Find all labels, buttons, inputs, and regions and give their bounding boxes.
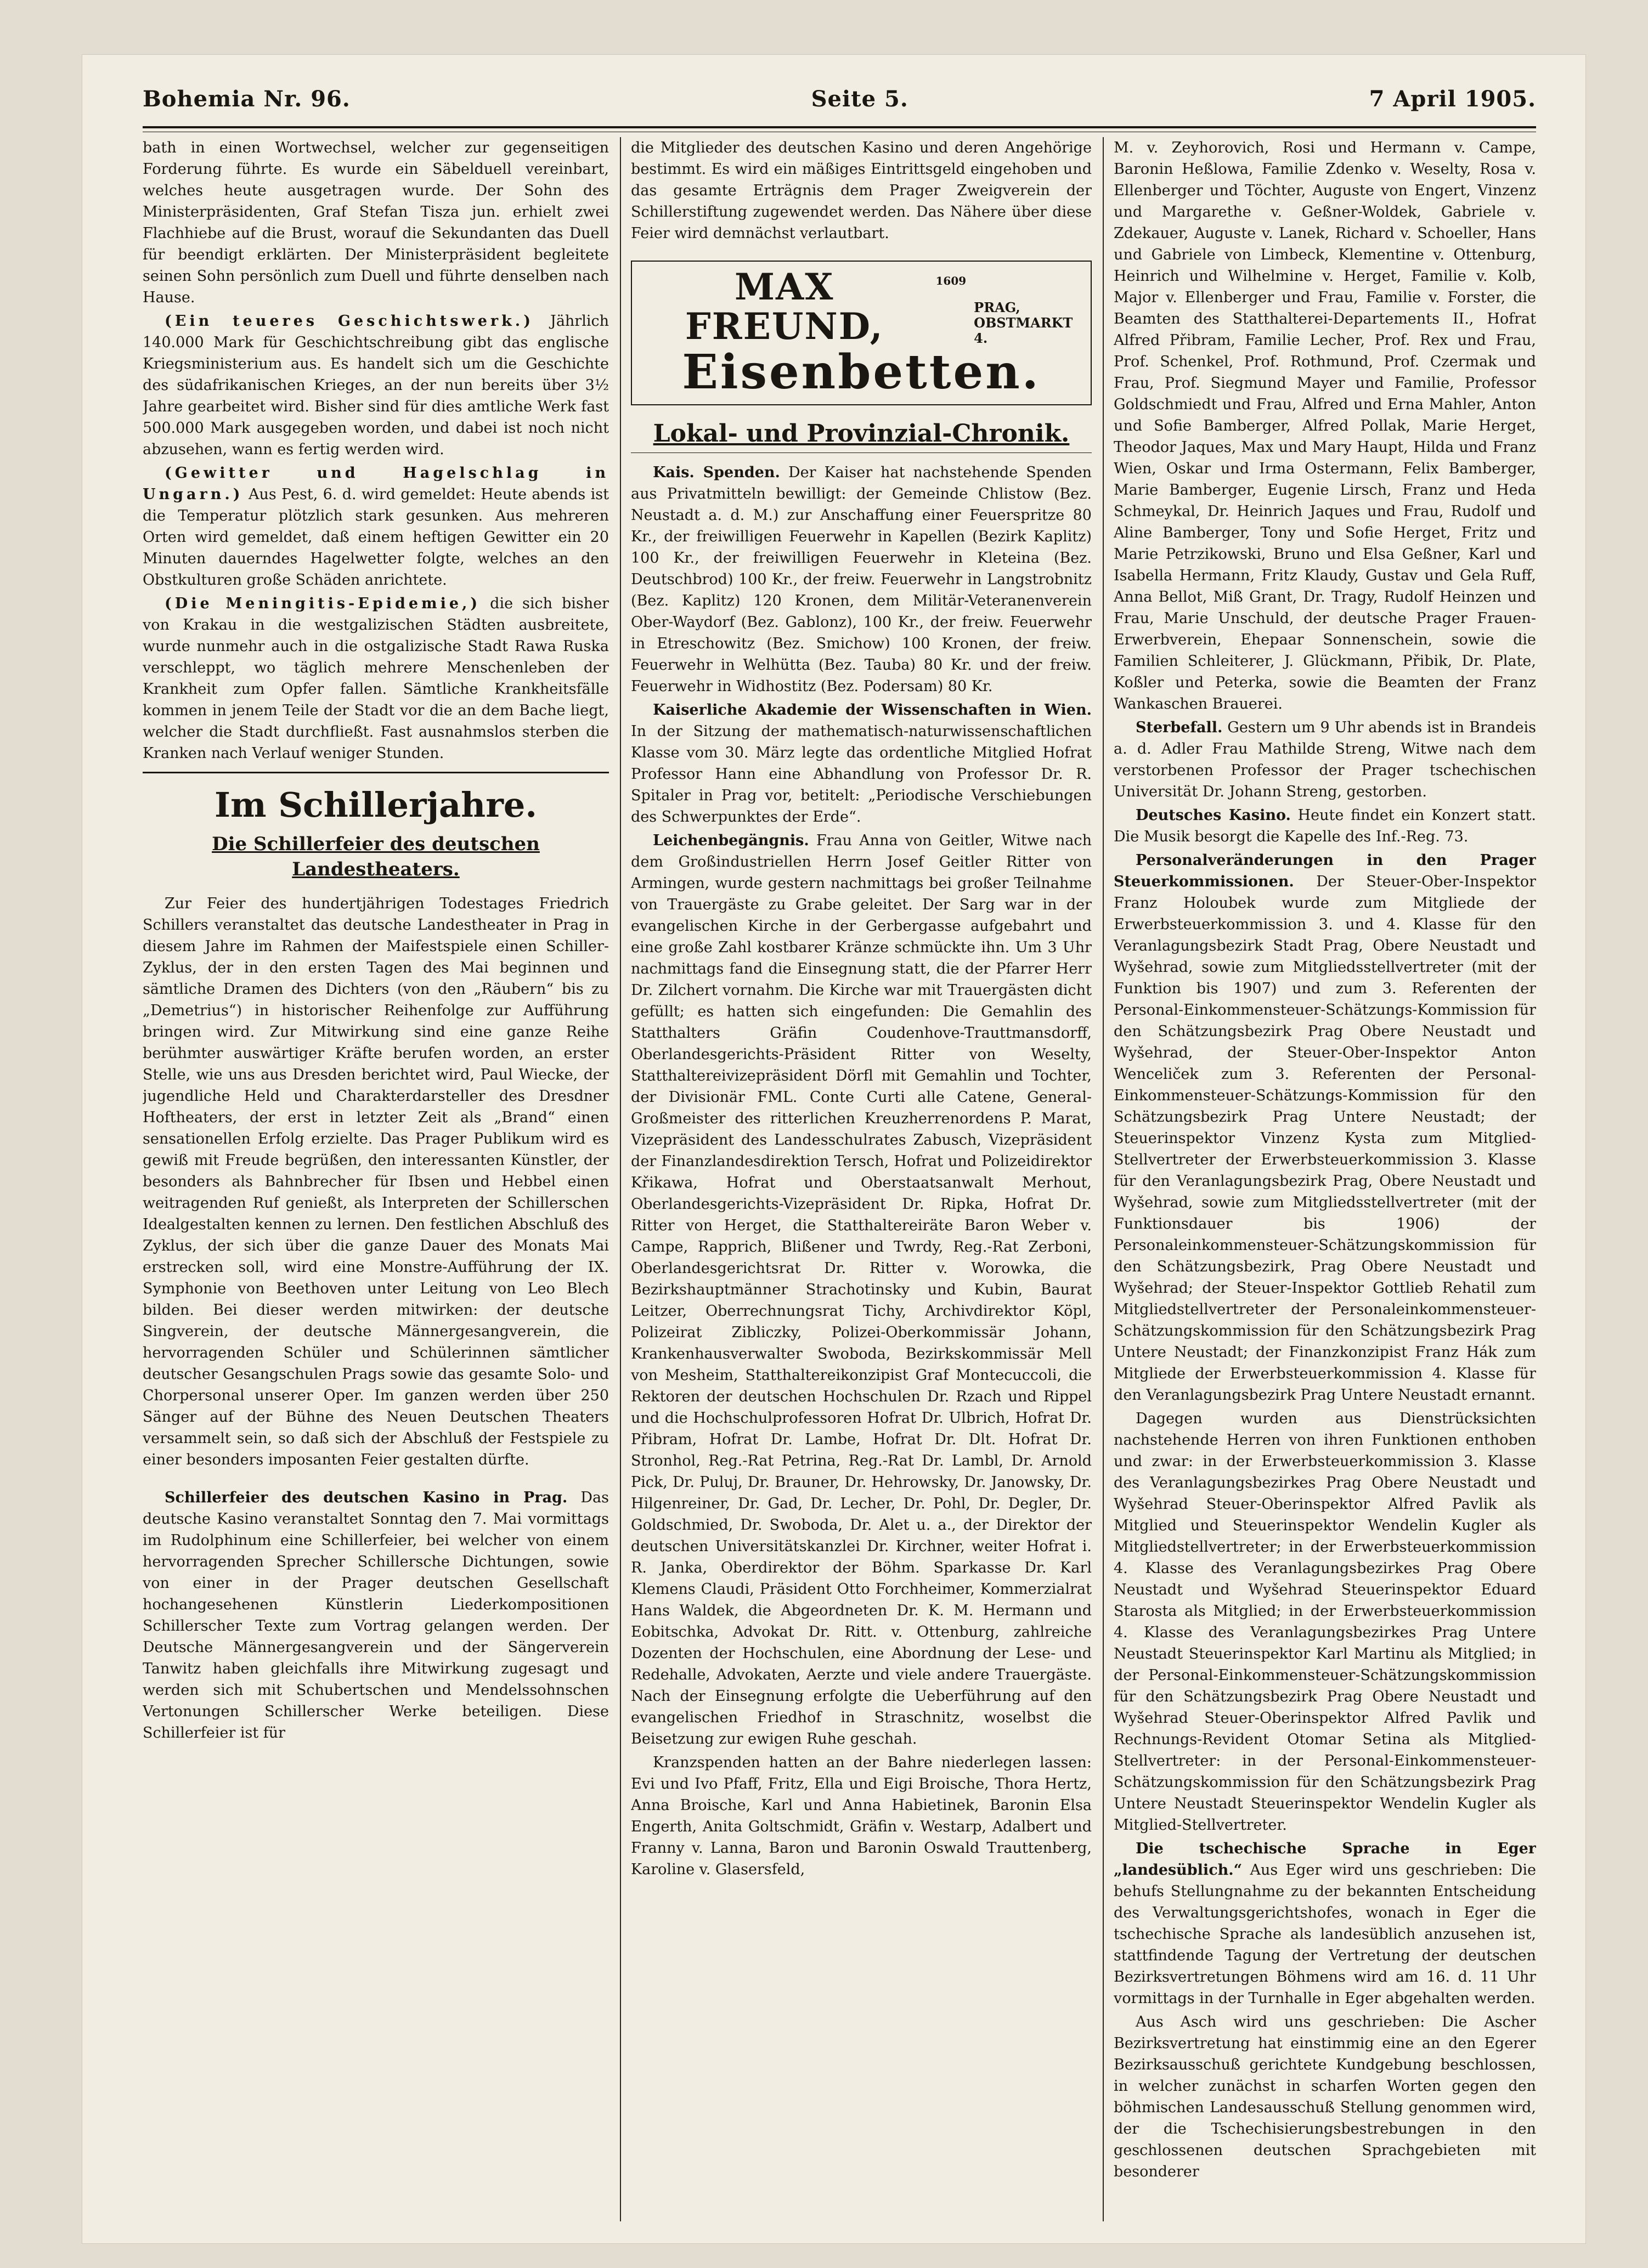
item-body: Das deutsche Kasino veranstaltet Sonntag den 7. Mai vormittags im Rudolphinum eine Schillerfeier, bei welcher von einem hervorragenden Sprecher Schillersche Dichtungen, sowie von einer in der Prager deutschen Gesellschaft hochangesehenen Künstlerin Liederkompositionen Schillerscher Texte zum Vortrag gelangen werden. Der Deutsche Männergesangverein und der Sängerverein Tanwitz haben gleichfalls ihre Mitwirkung zugesagt und werden sich mit Schubertschen und Mendelssohnschen Vertonungen Schillerscher Werke beteiligen. Diese Schillerfeier ist für bbox=[143, 1489, 609, 1741]
news-item bbox=[143, 462, 609, 591]
header-rule bbox=[143, 126, 1536, 128]
section-title: Im Schillerjahre. bbox=[215, 785, 537, 825]
item-body: Jährlich 140.000 Mark für Geschichtschreibung gibt das englische Kriegsministerium aus. Es handelt sich um die Geschichte des südafrikanischen Krieges, an der nun bereits über 3½ Jahre gearbeitet wird. Bisher sind für dies amtliche Werk fast 500.000 Mark ausgegeben worden, und dabei ist noch nicht abzusehen, wann es fertig werden wird. bbox=[143, 313, 609, 458]
ad-header bbox=[641, 267, 1082, 346]
ad-street: OBSTMARKT 4. bbox=[974, 315, 1073, 346]
article-paragraph: Aus Asch wird uns geschrieben: Die Ascher Bezirksvertretung hat einstimmig eine an den Egerer Bezirksausschuß gerichtete Kundgebung beschlossen, in welcher zunächst in scharfen Worten gegen den böhmischen Landesausschuß Stellung genommen wird, der die Tschechisierungsbestrebungen in den geschlossenen deutschen Sprachgebieten mit besonderer bbox=[1114, 2014, 1536, 2180]
news-item bbox=[1114, 1838, 1536, 2009]
page-header bbox=[143, 71, 1536, 126]
item-lead: Leichenbegängnis. bbox=[653, 832, 809, 849]
column-3 bbox=[1114, 137, 1536, 2221]
item-lead: Sterbefall. bbox=[1136, 719, 1223, 736]
page-number: Seite 5. bbox=[811, 86, 908, 112]
article-paragraph: Dagegen wurden aus Dienstrücksichten nachstehende Herren von ihren Funktionen enthoben und zwar: in der Erwerbsteuerkommission 3. Klasse des Veranlagungsbezirkes Prag Obere Neustadt und Wyšehrad Steuer-Oberinspektor Alfred Pavlik als Mitglied und Steuerinspektor Wendelin Kugler als Mitgliedstellvertreter; in der Erwerbsteuerkommission 4. Klasse des Veranlagungsbezirkes Prag Obere Neustadt und Wyšehrad Steuerinspektor Eduard Starosta als Mitglied; in der Erwerbsteuerkommission 4. Klasse des Veranlagungsbezirkes Prag Untere Neustadt Steuerinspektor Karl Martinu als Mitglied; in der Personal-Einkommensteuer-Schätzungskommission für den Schätzungsbezirk Prag Obere Neustadt und Wyšehrad Steuer-Oberinspektor Alfred Pavlik und Rechnungs-Revident Otomar Setina als Mitglied-Stellvertreter: in der Personal-Einkommensteuer-Schätzungskommission für den Schätzungsbezirk Prag Untere Neustadt Steuerinspektor Wendelin Kugler als Mitglied-Stellvertreter. bbox=[1114, 1410, 1536, 1834]
item-lead: Schillerfeier des deutschen Kasino in Prag. bbox=[165, 1489, 568, 1506]
news-item bbox=[143, 1487, 609, 1744]
ad-company-name: MAX FREUND, bbox=[685, 265, 884, 348]
item-body: Aus Eger wird uns geschrieben: Die behufs Stellungnahme zu der bekannten Entscheidung des Verwaltungsgerichtshofes, wonach in Eger die tschechische Sprache als landesüblich anzusehen ist, stattfindende Tagung der Vertretung der deutschen Bezirksvertretungen Böhmens wird am 16. d. 11 Uhr vormittags in der Turnhalle in Eger abgehalten werden. bbox=[1114, 1862, 1536, 2007]
item-lead: Die tschechische Sprache in Eger „landesüblich.“ bbox=[1114, 1840, 1536, 1879]
item-body: Aus Pest, 6. d. wird gemeldet: Heute abends ist die Temperatur plötzlich stark gesunken. Aus mehreren Orten wird gemeldet, daß einem heftigen Gewitter ein 20 Minuten dauerndes Hagelwetter folgte, welches an den Obstkulturen große Schäden anrichtete. bbox=[143, 486, 609, 589]
article-paragraph: M. v. Zeyhorovich, Rosi und Hermann v. Campe, Baronin Heßlowa, Familie Zdenko v. Weselty, Rosa v. Ellenberger und Töchter, Auguste von Engert, Vinzenz und Margarethe v. Geßner-Woldek, Gabriele v. Zdekauer, Auguste v. Lanek, Richard v. Schoeller, Hans und Gabriele von Limbeck, Klementine v. Ottenburg, Heinrich und Wilhelmine v. Herget, Familie v. Kolb, Major v. Ellenberger und Frau, Familie v. Forster, die Beamten des Statthalterei-Departements II., Hofrat Alfred Přibram, Familie Lecher, Prof. Rex und Frau, Prof. Schenkel, Prof. Rothmund, Prof. Czermak und Frau, Prof. Siegmund Mayer und Familie, Professor Goldschmiedt und Frau, Alfred und Erna Mahler, Anton und Sofie Bamberger, Alfred Pollak, Marie Herget, Theodor Jaques, Max und Mary Haupt, Hilda und Franz Wien, Oskar und Irma Ostermann, Felix Bamberger, Marie Bamberger, Eugenie Lirsch, Franz und Heda Schmeykal, Dr. Heinrich Jaques und Frau, Rudolf und Aline Bamberger, Tony und Sofie Herget, Fritz und Marie Petrzikowski, Bruno und Elsa Geßner, Karl und Isabella Hermann, Fritz Klaudy, Gustav und Gela Ruff, Anna Bellot, Miß Grant, Dr. Tragy, Rudolf Heinzen und Frau, Marie Unschuld, der deutsche Prager Frauen-Erwerbverein, Ehepaar Sonnenschein, sowie die Familien Schleiterer, J. Glückmann, Přibik, Dr. Plate, Koßler und Peterka, sowie die Beamten der Franz Wankaschen Brauerei. bbox=[1114, 139, 1536, 712]
ad-city: PRAG, bbox=[974, 299, 1020, 315]
advertisement bbox=[631, 261, 1092, 405]
item-lead: (Ein teueres Geschichtswerk.) bbox=[165, 313, 534, 330]
item-lead: (Die Meningitis-Epidemie,) bbox=[165, 595, 481, 612]
news-item bbox=[1114, 805, 1536, 847]
news-item bbox=[143, 593, 609, 764]
item-lead: Deutsches Kasino. bbox=[1136, 807, 1291, 824]
item-body: Der Kaiser hat nachstehende Spenden aus Privatmitteln bewilligt: der Gemeinde Chlistow (Bez. Neustadt a. d. M.) zur Anschaffung einer Feuerspritze 80 Kr., der freiwilligen Feuerwehr in Kapellen (Bezirk Kaplitz) 100 Kr., der freiwilligen Feuerwehr in Kleteina (Bez. Deutschbrod) 100 Kr., der freiw. Feuerwehr in Langstrobnitz (Bez. Kaplitz) 120 Kronen, dem Militär-Veteranenverein Ober-Waydorf (Bez. Gablonz), 100 Kr., der freiw. Feuerwehr in Etreschowitz (Bez. Smichow) 100 Kronen, der freiw. Feuerwehr in Welhütta (Bez. Tauba) 80 Kr. und der freiw. Feuerwehr in Widhostitz (Bez. Podersam) 80 Kr. bbox=[631, 464, 1092, 695]
masthead: Bohemia Nr. 96. bbox=[143, 86, 351, 112]
column-divider bbox=[1103, 137, 1104, 2221]
column-divider bbox=[620, 137, 621, 2221]
item-body: Gestern um 9 Uhr abends ist in Brandeis a. d. Adler Frau Mathilde Streng, Witwe nach dem verstorbenen Professor der Prager tschechischen Universität Dr. Johann Streng, gestorben. bbox=[1114, 719, 1536, 800]
article-headline: Die Schillerfeier des deutschen Landestheaters. bbox=[212, 833, 540, 880]
item-lead: Personalveränderungen in den Prager Steuerkommissionen. bbox=[1114, 852, 1536, 890]
column-1 bbox=[143, 137, 609, 2221]
item-lead: (Gewitter und Hagelschlag in Ungarn.) bbox=[143, 465, 609, 503]
item-lead: Kais. Spenden. bbox=[653, 464, 780, 481]
ad-address bbox=[974, 300, 1082, 346]
ad-number: 1609 bbox=[935, 274, 967, 287]
item-body: Heute findet ein Konzert statt. Die Musik besorgt die Kapelle des Inf.-Reg. 73. bbox=[1114, 807, 1536, 845]
article-paragraph: Zur Feier des hundertjährigen Todestages Friedrich Schillers veranstaltet das deutsche Landestheater in Prag in diesem Jahre im Rahmen der Maifestspiele einen Schiller-Zyklus, der in den ersten Tagen des Mai beginnen und sämtliche Dramen des Dichters (von den „Räubern“ bis zu „Demetrius“) in historischer Reihenfolge zur Aufführung bringen wird. Zur Mitwirkung sind eine ganze Reihe berühmter auswärtiger Kräfte berufen worden, an erster Stelle, wie uns aus Dresden berichtet wird, Paul Wiecke, der jugendliche Held und Charakterdarsteller des Dresdner Hoftheaters, der erst in letzter Zeit als „Brand“ einen sensationellen Erfolg erzielte. Das Prager Publikum wird es gewiß mit Freude begrüßen, den interessanten Künstler, der besonders als Bahnbrecher für Ibsen und Hebbel einen weitragenden Ruf genießt, als Interpreten der Schillerschen Idealgestalten kennen zu lernen. Den festlichen Abschluß des Zyklus, der sich über die ganze Dauer des Monats Mai erstrecken soll, wird eine Monstre-Aufführung der IX. Symphonie von Beethoven unter Leitung von Leo Blech bilden. Bei dieser werden mitwirken: der deutsche Singverein, der deutsche Männergesangverein, die hervorragenden Schüler und Schülerinnen sämtlicher deutscher Gesangschulen Prags sowie das gesamte Solo- und Chorpersonal unserer Oper. Im ganzen werden über 250 Sänger auf der Bühne des Neuen Deutschen Theaters versammelt sein, so daß sich der Abschluß der Festspiele zu einer besonders imposanten Feier gestalten dürfte. bbox=[143, 895, 609, 1468]
news-item bbox=[143, 310, 609, 460]
news-item bbox=[631, 830, 1092, 1750]
item-body: In der Sitzung der mathematisch-naturwissenschaftlichen Klasse vom 30. März legte das ordentliche Mitglied Hofrat Professor Hann eine Abhandlung von Professor Dr. R. Spitaler in Prag vor, betitelt: „Periodische Verschiebungen des Schwerpunktes der Erde“. bbox=[631, 723, 1092, 825]
news-item bbox=[631, 699, 1092, 828]
column-2 bbox=[631, 137, 1092, 2221]
item-body: die sich bisher von Krakau in die westgalizischen Städten ausbreitete, wurde nunmehr auch in die ostgalizische Stadt Rawa Ruska verschleppt, wo täglich mehrere Menschenleben der Krankheit zum Opfer fallen. Sämtliche Krankheitsfälle kommen in jenem Teile der Stadt vor die an dem Bache liegt, welcher die Stadt durchfließt. Fast ausnahmslos sterben die Kranken nach Verlauf weniger Stunden. bbox=[143, 595, 609, 762]
newspaper-page bbox=[82, 55, 1585, 2243]
news-item bbox=[1114, 717, 1536, 802]
article-paragraph: die Mitglieder des deutschen Kasino und deren Angehörige bestimmt. Es wird ein mäßiges Eintrittsgeld eingehoben und das gesamte Erträgnis dem Prager Zweigverein der Schillerstiftung zugewendet werden. Das Nähere über diese Feier wird demnächst verlautbart. bbox=[631, 139, 1092, 242]
item-body: Frau Anna von Geitler, Witwe nach dem Großindustriellen Herrn Josef Geitler Ritter von Armingen, wurde gestern nachmittags bei großer Teilnahme von Trauergäste zu Grabe geleitet. Der Sarg war in der evangelischen Kirche in der Gerbergasse aufgebahrt und eine große Zahl kostbarer Kränze schmückte ihn. Um 3 Uhr nachmittags fand die Einsegnung statt, die der Pfarrer Herr Dr. Zilchert vornahm. Die Kirche war mit Trauergästen dicht gefüllt; es hatten sich eingefunden: Die Gemahlin des Statthalters Gräfin Coudenhove-Trauttmansdorff, Oberlandesgerichts-Präsident Ritter von Weselty, Statthaltereivizepräsident Dörfl mit Gemahlin und Tochter, der Divisionär FML. Conte Curti alle Catene, General-Großmeister des ritterlichen Kreuzherrenordens P. Marat, Vizepräsident des Landesschulrates Zabusch, Vizepräsident der Finanzlandesdirektion Tersch, Hofrat und Polizeidirektor Křikawa, Hofrat und Oberstaatsanwalt Merhout, Oberlandesgerichts-Vizepräsident Dr. Ripka, Hofrat Dr. Ritter von Herget, die Statthaltereiräte Baron Weber v. Campe, Rapprich, Blißener und Twrdy, Reg.-Rat Zerboni, Oberlandesgerichtsrat Dr. Ritter v. Worowka, die Bezirkshauptmänner Strachotinsky und Kubin, Baurat Leitzer, Oberrechnungsrat Tichy, Archivdirektor Köpl, Polizeirat Zibliczky, Polizei-Oberkommissär Johann, Krankenhausverwalter Swoboda, Bezirkskommissär Mell von Mesheim, Statthaltereikonzipist Graf Montecuccoli, die Rektoren der deutschen Hochschulen Dr. Rzach und Rippel und die Hochschulprofessoren Hofrat Dr. Ulbrich, Hofrat Dr. Přibram, Hofrat Dr. Lambe, Hofrat Dr. Dlt. Hofrat Dr. Stronhol, Reg.-Rat Petrina, Reg.-Rat Dr. Lambl, Dr. Arnold Pick, Dr. Puluj, Dr. Brauner, Dr. Hehrowsky, Dr. Janowsky, Dr. Hilgenreiner, Dr. Gad, Dr. Lecher, Dr. Pohl, Dr. Degler, Dr. Goldschmied, Dr. Swoboda, Dr. Alet u. a., der Direktor der deutschen Universitätskanzlei Dr. Kirchner, weiter Hofrat i. R. Janka, Oberdirektor der Böhm. Sparkasse Dr. Karl Klemens Claudi, Präsident Otto Forchheimer, Kommerzialrat Hans Waldek, die Abgeordneten Dr. K. M. Hermann und Eobitschka, Advokat Dr. Ritt. v. Ottenburg, zahlreiche Dozenten der Hochschulen, eine Abordnung der Lese- und Redehalle, Advokaten, Aerzte und viele andere Trauergäste. Nach der Einsegnung erfolgte die Ueberführung auf den evangelischen Friedhof in Straschnitz, woselbst die Beisetzung zur ewigen Ruhe geschah. bbox=[631, 832, 1092, 1747]
ad-product: Eisenbetten. bbox=[682, 344, 1041, 400]
article-paragraph: Kranzspenden hatten an der Bahre niederlegen lassen: Evi und Ivo Pfaff, Fritz, Ella und Eigi Broische, Thora Hertz, Anna Broische, Karl und Anna Habietinek, Baronin Elsa Engerth, Anita Goltschmidt, Gräfin v. Westarp, Adalbert und Franny v. Lanna, Baron und Baronin Oswald Trauttenberg, Karoline v. Glasersfeld, bbox=[631, 1754, 1092, 1878]
news-item bbox=[631, 462, 1092, 697]
item-lead: Kaiserliche Akademie der Wissenschaften in Wien. bbox=[653, 702, 1092, 719]
article-paragraph: bath in einen Wortwechsel, welcher zur gegenseitigen Forderung führte. Es wurde ein Säbelduell vereinbart, welches heute ausgetragen wurde. Der Sohn des Ministerpräsidenten, Graf Stefan Tisza jun. erhielt zwei Flachhiebe auf die Brust, worauf die Sekundanten das Duell für beendigt erklärten. Der Ministerpräsident begleitete seinen Sohn persönlich zum Duell und führte denselben nach Hause. bbox=[143, 139, 609, 306]
news-item bbox=[1114, 850, 1536, 1406]
issue-date: 7 April 1905. bbox=[1369, 86, 1536, 112]
section-rule bbox=[143, 772, 609, 773]
section-heading: Lokal- und Provinzial-Chronik. bbox=[653, 420, 1070, 448]
item-body: Der Steuer-Ober-Inspektor Franz Holoubek wurde zum Mitgliede der Erwerbsteuerkommission 3. und 4. Klasse für den Veranlagungsbezirk Stadt Prag, Obere Neustadt und Wyšehrad, sowie zum Mitgliedsstellvertreter (mit der Funktion bis 1907) und zum 3. Referenten der Personal-Einkommensteuer-Schätzungs-Kommission für den Schätzungsbezirk Prag Obere Neustadt und Wyšehrad, der Steuer-Ober-Inspektor Anton Wenceliček zum 3. Referenten der Personal-Einkommensteuer-Schätzungs-Kommission für den Schätzungsbezirk Prag Untere Neustadt; der Steuerinspektor Vinzenz Kysta zum Mitglied-Stellvertreter der Erwerbsteuerkommission 3. Klasse für den Veranlagungsbezirk Prag, Obere Neustadt und Wyšehrad, sowie zum Mitgliedsstellvertreter (mit der Funktionsdauer bis 1906) der Personaleinkommensteuer-Schätzungskommission für den Schätzungsbezirk, Prag Obere Neustadt und Wyšehrad; der Steuer-Inspektor Gottlieb Rehatil zum Mitgliedstellvertreter der Personaleinkommensteuer-Schätzungskommission für den Schätzungsbezirk Prag Untere Neustadt; der Finanzkonzipist Franz Hák zum Mitgliede der Erwerbsteuerkommission 4. Klasse für den Veranlagungsbezirk Prag Untere Neustadt ernannt. bbox=[1114, 873, 1536, 1404]
